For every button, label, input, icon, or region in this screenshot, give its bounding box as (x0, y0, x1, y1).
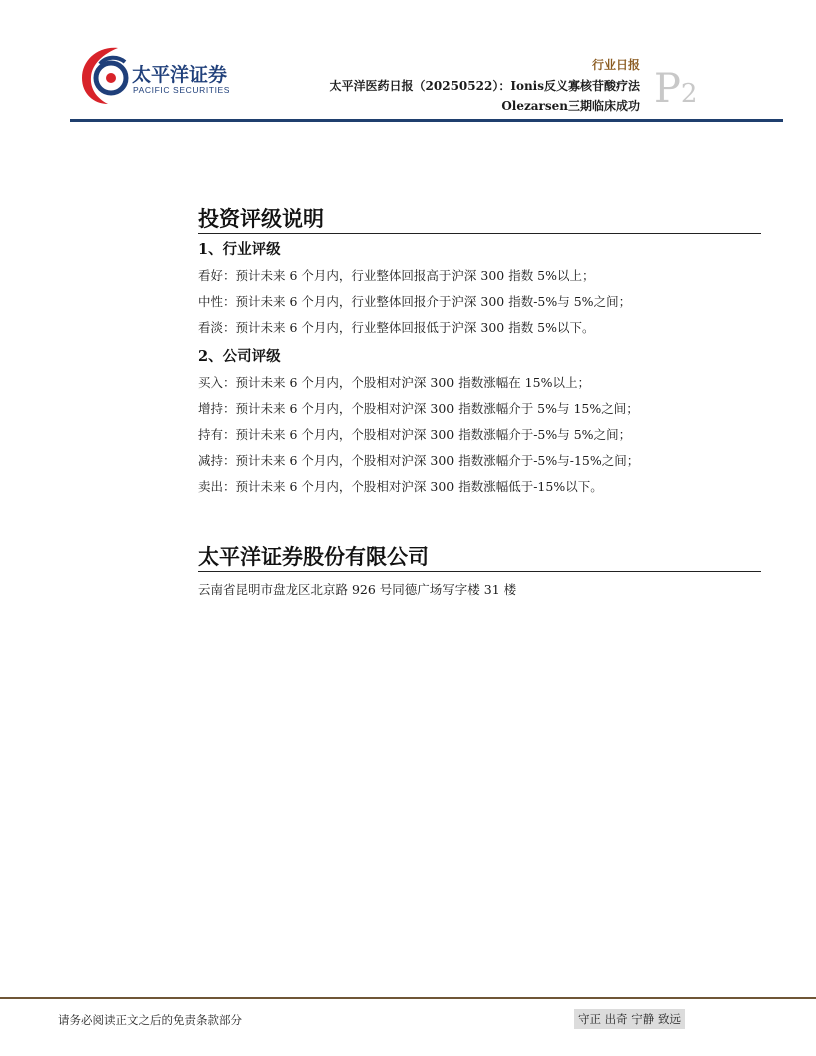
company-rating-item: 买入：预计未来 6 个月内，个股相对沪深 300 指数涨幅在 15%以上； (198, 375, 590, 390)
industry-rating-heading: 1、行业评级 (198, 241, 281, 258)
report-title (180, 76, 640, 116)
rating-section-title: 投资评级说明 (198, 206, 324, 231)
logo-english-text: PACIFIC SECURITIES (133, 85, 231, 95)
company-rating-heading: 2、公司评级 (198, 348, 281, 365)
industry-rating-item: 看淡：预计未来 6 个月内，行业整体回报低于沪深 300 指数 5%以下。 (198, 320, 595, 335)
company-rating-item: 增持：预计未来 6 个月内，个股相对沪深 300 指数涨幅介于 5%与 15%之间； (198, 401, 639, 416)
company-rating-item: 持有：预计未来 6 个月内，个股相对沪深 300 指数涨幅介于-5%与 5%之间； (198, 427, 632, 442)
company-name-title: 太平洋证券股份有限公司 (198, 544, 429, 569)
header-divider (70, 119, 783, 122)
logo-chinese-text: 太平洋证券 (132, 64, 228, 86)
report-title-line-2: Olezarsen三期临床成功 (501, 99, 640, 113)
page-number: 2 (680, 79, 698, 109)
industry-rating-item: 中性：预计未来 6 个月内，行业整体回报介于沪深 300 指数-5%与 5%之间； (198, 294, 632, 309)
report-title-line-1: 太平洋医药日报（20250522）：Ionis反义寡核苷酸疗法 (329, 79, 640, 93)
page-number-mark (654, 66, 697, 112)
company-rating-item: 减持：预计未来 6 个月内，个股相对沪深 300 指数涨幅介于-5%与-15%之间； (198, 453, 640, 468)
footer-disclaimer: 请务必阅读正文之后的免责条款部分 (58, 1013, 242, 1027)
company-rating-item: 卖出：预计未来 6 个月内，个股相对沪深 300 指数涨幅低于-15%以下。 (198, 479, 603, 494)
report-category: 行业日报 (591, 58, 640, 72)
industry-rating-item: 看好：预计未来 6 个月内，行业整体回报高于沪深 300 指数 5%以上； (198, 268, 595, 283)
company-section-divider (198, 571, 761, 572)
rating-section-divider (198, 233, 761, 234)
page-letter: P (654, 66, 681, 112)
footer-motto: 守正 出奇 宁静 致远 (574, 1009, 685, 1029)
company-address: 云南省昆明市盘龙区北京路 926 号同德广场写字楼 31 楼 (198, 582, 517, 597)
page-header (0, 0, 816, 124)
footer-divider (0, 997, 816, 999)
